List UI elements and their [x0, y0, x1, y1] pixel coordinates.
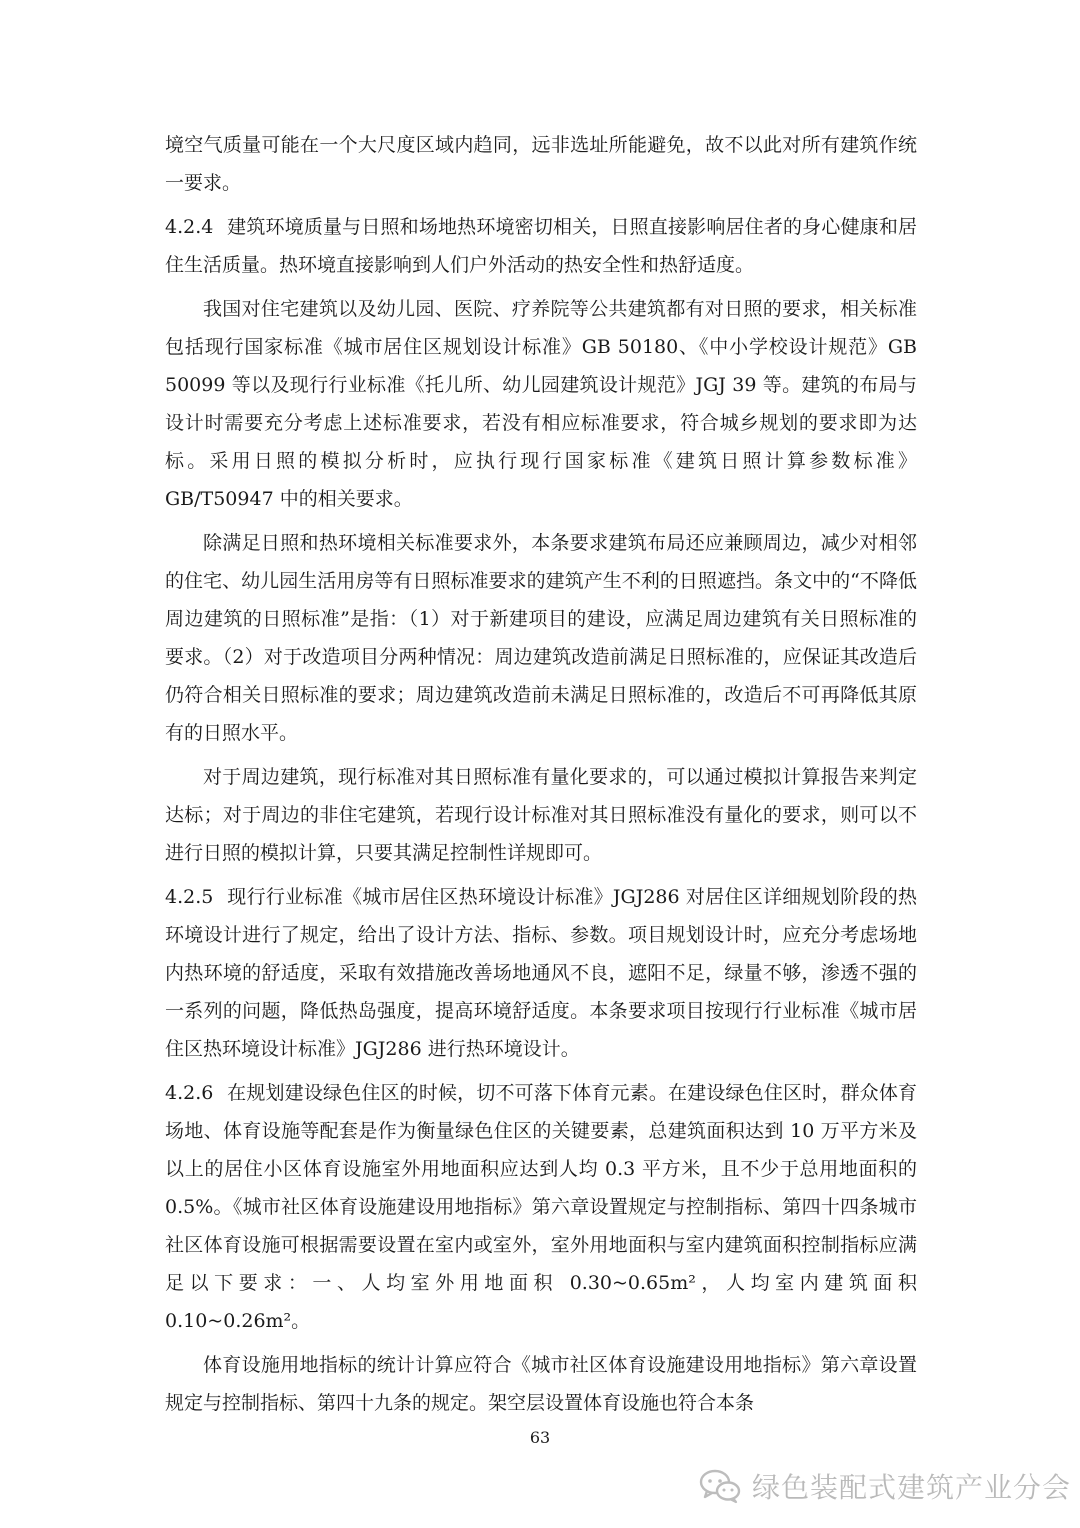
- clause-number: 4.2.6: [165, 1082, 214, 1104]
- paragraph-text: 境空气质量可能在一个大尺度区域内趋同，远非选址所能避免，故不以此对所有建筑作统一要求。: [165, 134, 917, 194]
- paragraph-text: 体育设施用地指标的统计计算应符合《城市社区体育设施建设用地指标》第六章设置规定与控制指标、第四十九条的规定。架空层设置体育设施也符合本条: [165, 1354, 917, 1414]
- clause-4-2-6: [165, 1074, 917, 1340]
- clause-number: 4.2.5: [165, 886, 214, 908]
- paragraph-surrounding-buildings: [165, 524, 917, 752]
- paragraph-text: 我国对住宅建筑以及幼儿园、医院、疗养院等公共建筑都有对日照的要求，相关标准包括现行国家标准《城市居住区规划设计标准》GB 50180、《中小学校设计规范》GB 50099 等以及现行行业标准《托儿所、幼儿园建筑设计规范》JGJ 39 等。建筑的布局与设计时需要充分考虑上述标准要求，若没有相应标准要求，符合城乡规划的要求即为达标。采用日照的模拟分析时，应执行现行国家标准《建筑日照计算参数标准》GB/T50947 中的相关要求。: [165, 298, 917, 510]
- paragraph-continuation: [165, 126, 917, 202]
- paragraph-text: 对于周边建筑，现行标准对其日照标准有量化要求的，可以通过模拟计算报告来判定达标；对于周边的非住宅建筑，若现行设计标准对其日照标准没有量化的要求，则可以不进行日照的模拟计算，只要其满足控制性详规即可。: [165, 766, 917, 864]
- paragraph-text: 现行行业标准《城市居住区热环境设计标准》JGJ286 对居住区详细规划阶段的热环境设计进行了规定，给出了设计方法、指标、参数。项目规划设计时，应充分考虑场地内热环境的舒适度，采取有效措施改善场地通风不良，遮阳不足，绿量不够，渗透不强的一系列的问题，降低热岛强度，提高环境舒适度。本条要求项目按现行行业标准《城市居住区热环境设计标准》JGJ286 进行热环境设计。: [165, 886, 917, 1060]
- clause-4-2-5: [165, 878, 917, 1068]
- page-number: 63: [529, 1428, 551, 1447]
- document-body: [165, 126, 917, 1428]
- paragraph-text: 建筑环境质量与日照和场地热环境密切相关，日照直接影响居住者的身心健康和居住生活质量。热环境直接影响到人们户外活动的热安全性和热舒适度。: [165, 216, 917, 276]
- paragraph-statistics: [165, 1346, 917, 1422]
- paragraph-text: 除满足日照和热环境相关标准要求外，本条要求建筑布局还应兼顾周边，减少对相邻的住宅、幼儿园生活用房等有日照标准要求的建筑产生不利的日照遮挡。条文中的“不降低周边建筑的日照标准”是指：（1）对于新建项目的建设，应满足周边建筑有关日照标准的要求。（2）对于改造项目分两种情况：周边建筑改造前满足日照标准的，应保证其改造后仍符合相关日照标准的要求；周边建筑改造前未满足日照标准的，改造后不可再降低其原有的日照水平。: [165, 532, 917, 744]
- paragraph-sunlight-standards: [165, 290, 917, 518]
- paragraph-text: 在规划建设绿色住区的时候，切不可落下体育元素。在建设绿色住区时，群众体育场地、体育设施等配套是作为衡量绿色住区的关键要素，总建筑面积达到 10 万平方米及以上的居住小区体育设施室外用地面积应达到人均 0.3 平方米，且不少于总用地面积的 0.5%。《城市社区体育设施建设用地指标》第六章设置规定与控制指标、第四十四条城市社区体育设施可根据需要设置在室内或室外，室外用地面积与室内建筑面积控制指标应满足以下要求：一、人均室外用地面积 0.30~0.65m²，人均室内建筑面积 0.10~0.26m²。: [165, 1082, 917, 1332]
- clause-4-2-4: [165, 208, 917, 284]
- watermark-text: 绿色装配式建筑产业分会: [752, 1471, 1072, 1504]
- paragraph-simulation: [165, 758, 917, 872]
- watermark: [698, 1462, 1071, 1510]
- clause-number: 4.2.4: [165, 216, 214, 238]
- wechat-icon: [698, 1466, 742, 1506]
